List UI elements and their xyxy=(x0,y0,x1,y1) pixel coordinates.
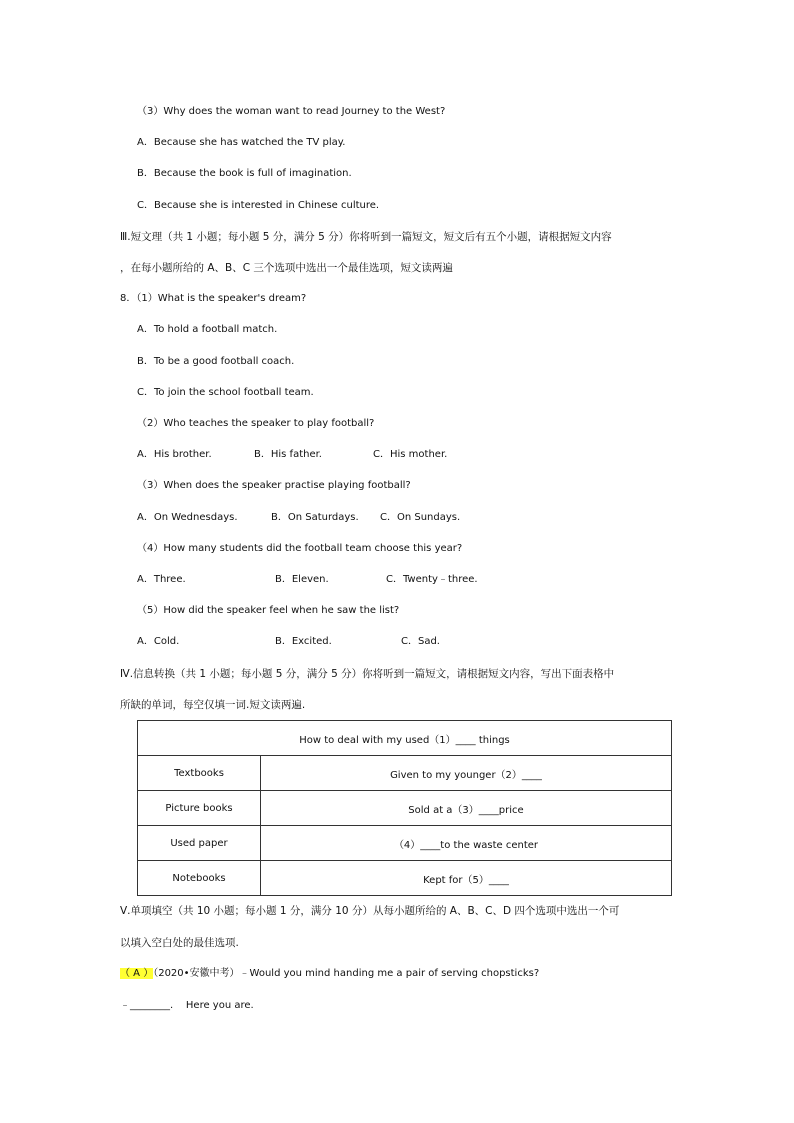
question-8-2: （2）Who teaches the speaker to play football? xyxy=(137,418,375,429)
question-8-1: 8．（1）What is the speaker's dream? xyxy=(120,293,307,304)
question-text: （2020•安徽中考）﹣Would you mind handing me a pair of serving chopsticks? xyxy=(153,968,540,979)
table-cell-item: Picture books xyxy=(138,791,261,826)
option-a: A．To hold a football match. xyxy=(137,324,278,335)
option-b: B．To be a good football coach. xyxy=(137,356,295,367)
dialogue-reply: ﹣________. Here you are. xyxy=(120,1000,254,1011)
question-8-5: （5）How did the speaker feel when he saw the list? xyxy=(137,605,400,616)
option-b: B．Excited. xyxy=(275,636,332,647)
option-c: C．On Sundays. xyxy=(380,512,461,523)
table-header: How to deal with my used（1）____ things xyxy=(138,721,672,756)
table-row xyxy=(138,861,672,896)
option-a: A．Because she has watched the TV play. xyxy=(137,137,346,148)
table-cell-item: Used paper xyxy=(138,826,261,861)
question-8-4: （4）How many students did the football team choose this year? xyxy=(137,543,463,554)
table-header-row xyxy=(138,721,672,756)
table-cell-item: Notebooks xyxy=(138,861,261,896)
question-last xyxy=(120,967,539,981)
table-cell-action: （4）____to the waste center xyxy=(261,826,672,861)
option-c: C．His mother. xyxy=(373,449,448,460)
section-5-instruction: 以填入空白处的最佳选项. xyxy=(120,937,239,949)
info-table xyxy=(137,720,672,896)
option-a: A．On Wednesdays. xyxy=(137,512,238,523)
option-a: A．Cold. xyxy=(137,636,180,647)
option-b: B．On Saturdays. xyxy=(271,512,359,523)
table-row xyxy=(138,756,672,791)
option-c: C．Because she is interested in Chinese culture. xyxy=(137,200,380,211)
table-cell-action: Sold at a（3）____price xyxy=(261,791,672,826)
section-5-heading: Ⅴ.单项填空（共 10 小题；每小题 1 分，满分 10 分）从每小题所给的 A、B、C、D 四个选项中选出一个可 xyxy=(120,905,620,917)
section-4-heading: Ⅳ.信息转换（共 1 小题；每小题 5 分，满分 5 分）你将听到一篇短文，请根据短文内容，写出下面表格中 xyxy=(120,668,615,680)
option-b: B．Eleven. xyxy=(275,574,329,585)
option-c: C．Twenty﹣three. xyxy=(386,574,478,585)
table-cell-action: Given to my younger（2）____ xyxy=(261,756,672,791)
option-a: A．Three. xyxy=(137,574,186,585)
option-c: C．To join the school football team. xyxy=(137,387,314,398)
table-cell-action: Kept for（5）____ xyxy=(261,861,672,896)
option-b: B．Because the book is full of imagination. xyxy=(137,168,352,179)
section-3-heading: Ⅲ.短文理（共 1 小题；每小题 5 分，满分 5 分）你将听到一篇短文，短文后有五个小题，请根据短文内容 xyxy=(120,231,612,243)
option-c: C．Sad. xyxy=(401,636,440,647)
table-row xyxy=(138,826,672,861)
option-a: A．His brother. xyxy=(137,449,212,460)
table-cell-item: Textbooks xyxy=(138,756,261,791)
answer-highlight: （ A ） xyxy=(120,968,154,979)
question-8-3: （3）When does the speaker practise playing football? xyxy=(137,480,411,491)
table-row xyxy=(138,791,672,826)
option-b: B．His father. xyxy=(254,449,322,460)
question-7-3: （3）Why does the woman want to read Journey to the West? xyxy=(137,106,446,117)
section-4-instruction: 所缺的单词，每空仅填一词.短文读两遍. xyxy=(120,699,306,711)
section-3-instruction: ，在每小题所给的 A、B、C 三个选项中选出一个最佳选项，短文读两遍 xyxy=(120,262,453,274)
